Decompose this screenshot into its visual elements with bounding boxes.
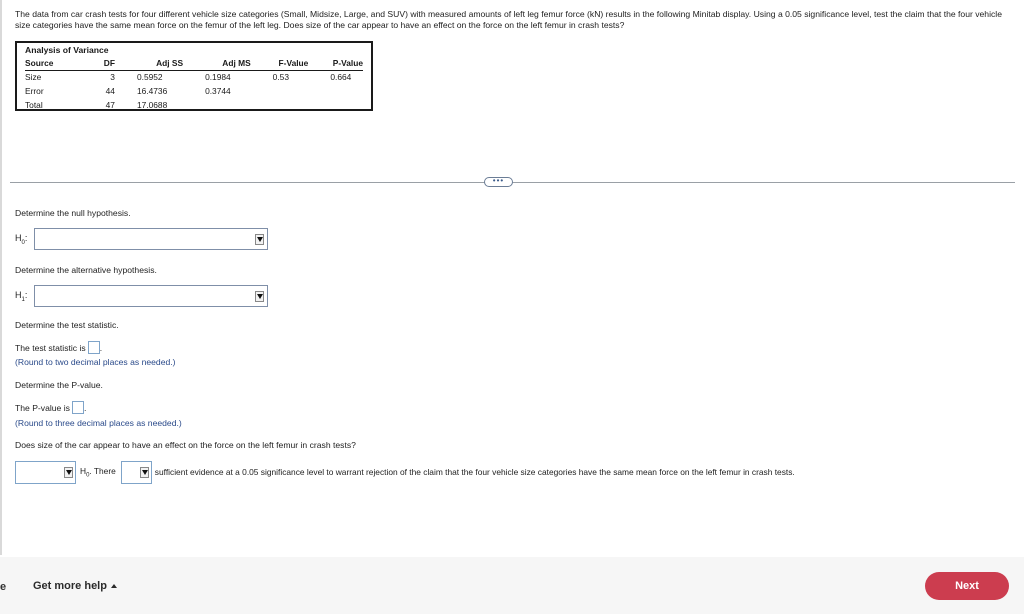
h0-label <box>15 233 27 246</box>
cell-f-value <box>251 98 309 112</box>
alternative-hypothesis-dropdown[interactable] <box>34 285 268 307</box>
period: . <box>83 402 87 413</box>
conclusion-row <box>15 460 795 484</box>
cell-df: 44 <box>105 86 115 96</box>
anova-title: Analysis of Variance <box>25 45 109 55</box>
chevron-down-icon <box>140 467 149 478</box>
anova-table <box>15 41 373 111</box>
period: . <box>99 342 103 353</box>
conclusion-h-letter: H <box>80 465 87 476</box>
h1-colon: : <box>24 290 28 300</box>
h1-letter: H <box>15 290 22 300</box>
header-adj-ss: Adj SS <box>115 57 183 70</box>
cell-adj-ss: 16.4736 <box>136 86 168 96</box>
conclusion-rest: sufficient evidence at a 0.05 significance level to warrant rejection of the claim that the four vehicle size categories have the same mean force on the left femur in crash tests. <box>154 467 795 477</box>
p-value-prompt: Determine the P-value. <box>15 380 103 390</box>
cell-adj-ms: 0.3744 <box>205 86 231 96</box>
table-row <box>25 98 363 112</box>
null-hypothesis-prompt: Determine the null hypothesis. <box>15 208 131 218</box>
cell-f-value: 0.53 <box>272 72 289 83</box>
anova-grid <box>25 57 363 112</box>
p-value-row <box>15 401 86 414</box>
test-statistic-row <box>15 341 102 354</box>
evidence-dropdown[interactable] <box>121 461 152 484</box>
h1-subscript: 1 <box>21 296 25 303</box>
table-row <box>25 70 363 84</box>
chevron-down-icon <box>255 234 264 245</box>
p-value-input[interactable] <box>72 401 87 414</box>
h0-letter: H <box>15 233 22 243</box>
cell-p-value <box>308 98 363 112</box>
header-df: DF <box>74 57 114 70</box>
p-value-label: The P-value is <box>15 402 70 413</box>
cell-p-value <box>308 84 363 98</box>
effect-question: Does size of the car appear to have an effect on the force on the left femur in crash tests? <box>15 440 356 450</box>
cell-adj-ss: 17.0688 <box>136 100 168 110</box>
cell-df: 3 <box>110 72 115 83</box>
question-text: The data from car crash tests for four different vehicle size categories (Small, Midsize, Large, and SUV) with measured amounts of left leg femur force (kN) results in the following Minitab display. Using a 0.05 significance level, test the claim that the four vehicle size categories have the same mean force on the femur of the left leg. Does size of the car appear to have an effect on the force on the left femur in crash tests? <box>15 9 1002 30</box>
header-source: Source <box>25 57 74 70</box>
chevron-down-icon <box>255 291 264 302</box>
p-value-hint: (Round to three decimal places as needed.) <box>15 418 182 428</box>
cell-adj-ms: 0.1984 <box>205 72 231 83</box>
header-adj-ms: Adj MS <box>183 57 251 70</box>
header-p-value: P-Value <box>308 57 363 70</box>
test-statistic-label: The test statistic is <box>15 342 86 353</box>
conclusion-h-sub: 0 <box>86 472 90 479</box>
cell-source: Total <box>25 100 43 110</box>
header-f-value: F-Value <box>251 57 309 70</box>
caret-up-icon <box>111 584 117 588</box>
cell-df: 47 <box>105 100 115 110</box>
chevron-down-icon <box>64 467 73 478</box>
expand-more-button[interactable]: ••• <box>484 177 513 187</box>
cell-adj-ms <box>183 98 251 112</box>
cell-f-value <box>251 84 309 98</box>
alternative-hypothesis-prompt: Determine the alternative hypothesis. <box>15 265 157 275</box>
table-row <box>25 84 363 98</box>
test-statistic-input[interactable] <box>88 341 103 354</box>
h1-label <box>15 290 27 303</box>
next-button[interactable]: Next <box>925 572 1009 600</box>
cell-source: Error <box>25 86 44 96</box>
cell-p-value: 0.664 <box>330 72 352 83</box>
anova-header-row <box>25 57 363 70</box>
conclusion-h0 <box>80 466 116 479</box>
cell-source: Size <box>25 72 42 83</box>
h0-subscript: 0 <box>21 239 25 246</box>
test-statistic-prompt: Determine the test statistic. <box>15 320 119 330</box>
h0-colon: : <box>24 233 28 243</box>
cell-adj-ss: 0.5952 <box>136 72 163 83</box>
footer-left-text: e <box>0 581 7 593</box>
footer-bar <box>0 557 1024 614</box>
get-more-help-label: Get more help <box>33 580 107 592</box>
null-hypothesis-dropdown[interactable] <box>34 228 268 250</box>
left-border <box>0 0 2 555</box>
test-statistic-hint: (Round to two decimal places as needed.) <box>15 357 176 367</box>
reject-decision-dropdown[interactable] <box>15 461 76 484</box>
conclusion-there: . There <box>89 465 116 476</box>
get-more-help-button[interactable] <box>33 580 117 592</box>
